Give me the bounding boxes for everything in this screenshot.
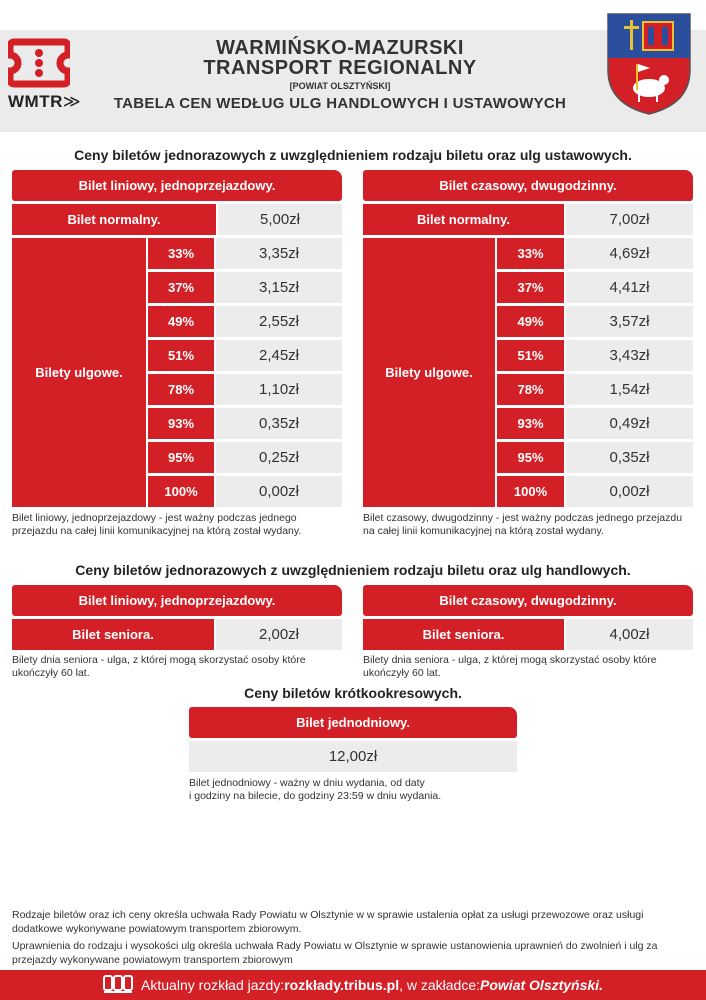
senior-right-note: Bilety dnia seniora - ulga, z której mogą skorzystać osoby które ukończyły 60 lat. (363, 654, 657, 679)
bottom-place: Powiat Olsztyński. (480, 977, 603, 993)
right-discount-price: 3,43zł (566, 340, 693, 371)
subtitle: [POWIAT OLSZTYŃSKI] (289, 81, 391, 91)
day-ticket-note-line1: Bilet jednodniowy - ważny w dniu wydania, od daty (189, 777, 425, 789)
day-ticket-header: Bilet jednodniowy. (189, 707, 517, 738)
left-discount-pct: 51% (148, 340, 214, 371)
senior-right-price: 4,00zł (566, 619, 693, 650)
right-discount-pct: 95% (497, 442, 564, 473)
footer-line2: Uprawnienia do rodzaju i wysokości ulg określa uchwała Rady Powiatu w Olsztynie w sprawie ustanowienia uprawnień do zwolnień i ulg za przejazdy wykonywane powiatowym transportem zbiorowym (12, 940, 658, 966)
left-discount-price: 3,35zł (216, 238, 342, 269)
right-discount-price: 1,54zł (566, 374, 693, 405)
left-discount-pct: 37% (148, 272, 214, 303)
senior-right-label: Bilet seniora. (363, 619, 564, 650)
title-line2: TRANSPORT REGIONALNY (203, 57, 477, 79)
left-note: Bilet liniowy, jednoprzejazdowy - jest ważny podczas jednego przejazdu na całej linii komunikacyjnej na którą został wydany. (12, 512, 302, 537)
left-discount-price: 1,10zł (216, 374, 342, 405)
right-discount-pct: 100% (497, 476, 564, 507)
day-ticket-note-line2: i godziny na bilecie, do godziny 23:59 w dniu wydania. (189, 790, 442, 802)
logo-text: WMTR≫ (8, 92, 82, 111)
left-discount-pct: 93% (148, 408, 214, 439)
left-discount-price: 0,25zł (216, 442, 342, 473)
coat-of-arms-icon (606, 12, 692, 116)
schedule-link[interactable]: rozkłady.tribus.pl (284, 977, 400, 993)
right-discount-price: 4,41zł (566, 272, 693, 303)
right-discount-price: 4,69zł (566, 238, 693, 269)
senior-right-header: Bilet czasowy, dwugodzinny. (363, 585, 693, 616)
top-strip (0, 0, 706, 30)
left-discount-price: 0,35zł (216, 408, 342, 439)
right-table-header: Bilet czasowy, dwugodzinny. (363, 170, 693, 201)
right-discount-pct: 51% (497, 340, 564, 371)
header-title (100, 38, 580, 112)
left-discount-pct: 33% (148, 238, 214, 269)
right-discount-pct: 33% (497, 238, 564, 269)
left-normal-price: 5,00zł (218, 204, 342, 235)
right-discount-price: 0,35zł (566, 442, 693, 473)
right-discount-pct: 93% (497, 408, 564, 439)
bottom-text2: , w zakładce: (399, 977, 481, 993)
left-normal-label: Bilet normalny. (12, 204, 216, 235)
senior-left-note: Bilety dnia seniora - ulga, z której mogą skorzystać osoby które ukończyły 60 lat. (12, 654, 306, 679)
right-reduced-label: Bilety ulgowe. (363, 238, 495, 507)
right-discount-price: 0,00zł (566, 476, 693, 507)
right-normal-label: Bilet normalny. (363, 204, 564, 235)
right-discount-pct: 78% (497, 374, 564, 405)
header (0, 30, 706, 132)
bottom-bar (0, 970, 706, 1000)
title-line1: WARMIŃSKO-MAZURSKI (216, 37, 464, 59)
right-discount-pct: 49% (497, 306, 564, 337)
day-ticket-note (189, 777, 519, 803)
left-discount-price: 3,15zł (216, 272, 342, 303)
senior-left-header: Bilet liniowy, jednoprzejazdowy. (12, 585, 342, 616)
left-discount-price: 0,00zł (216, 476, 342, 507)
left-discount-price: 2,55zł (216, 306, 342, 337)
wmtr-logo (8, 38, 82, 112)
section2-title: Ceny biletów jednorazowych z uwzględnieniem rodzaju biletu oraz ulg handlowych. (75, 562, 631, 578)
right-note: Bilet czasowy, dwugodzinny - jest ważny podczas jednego przejazdu na całej linii komunikacyjnej na którą został wydany. (363, 512, 683, 537)
page-heading: TABELA CEN WEDŁUG ULG HANDLOWYCH I USTAWOWYCH (113, 95, 567, 112)
section1-title: Ceny biletów jednorazowych z uwzględnieniem rodzaju biletu oraz ulg ustawowych. (74, 147, 632, 163)
left-table-header: Bilet liniowy, jednoprzejazdowy. (12, 170, 342, 201)
left-discount-pct: 49% (148, 306, 214, 337)
ticket-icon (8, 38, 70, 88)
day-ticket-price: 12,00zł (189, 741, 517, 772)
bus-icon (103, 974, 133, 997)
footer-line1: Rodzaje biletów oraz ich ceny określa uchwała Rady Powiatu w Olsztynie w w sprawie ustalenia opłat za usługi przewozowe oraz usługi dodatkowe wykonywane powiatowym transportem zbiorowym. (12, 909, 644, 935)
right-discount-price: 3,57zł (566, 306, 693, 337)
left-discount-pct: 95% (148, 442, 214, 473)
senior-left-label: Bilet seniora. (12, 619, 214, 650)
left-discount-pct: 100% (148, 476, 214, 507)
bottom-text1: Aktualny rozkład jazdy: (141, 977, 285, 993)
left-discount-pct: 78% (148, 374, 214, 405)
left-discount-price: 2,45zł (216, 340, 342, 371)
right-discount-pct: 37% (497, 272, 564, 303)
senior-left-price: 2,00zł (216, 619, 342, 650)
left-reduced-label: Bilety ulgowe. (12, 238, 146, 507)
right-discount-price: 0,49zł (566, 408, 693, 439)
right-normal-price: 7,00zł (566, 204, 693, 235)
section3-title: Ceny biletów krótkookresowych. (244, 685, 462, 701)
